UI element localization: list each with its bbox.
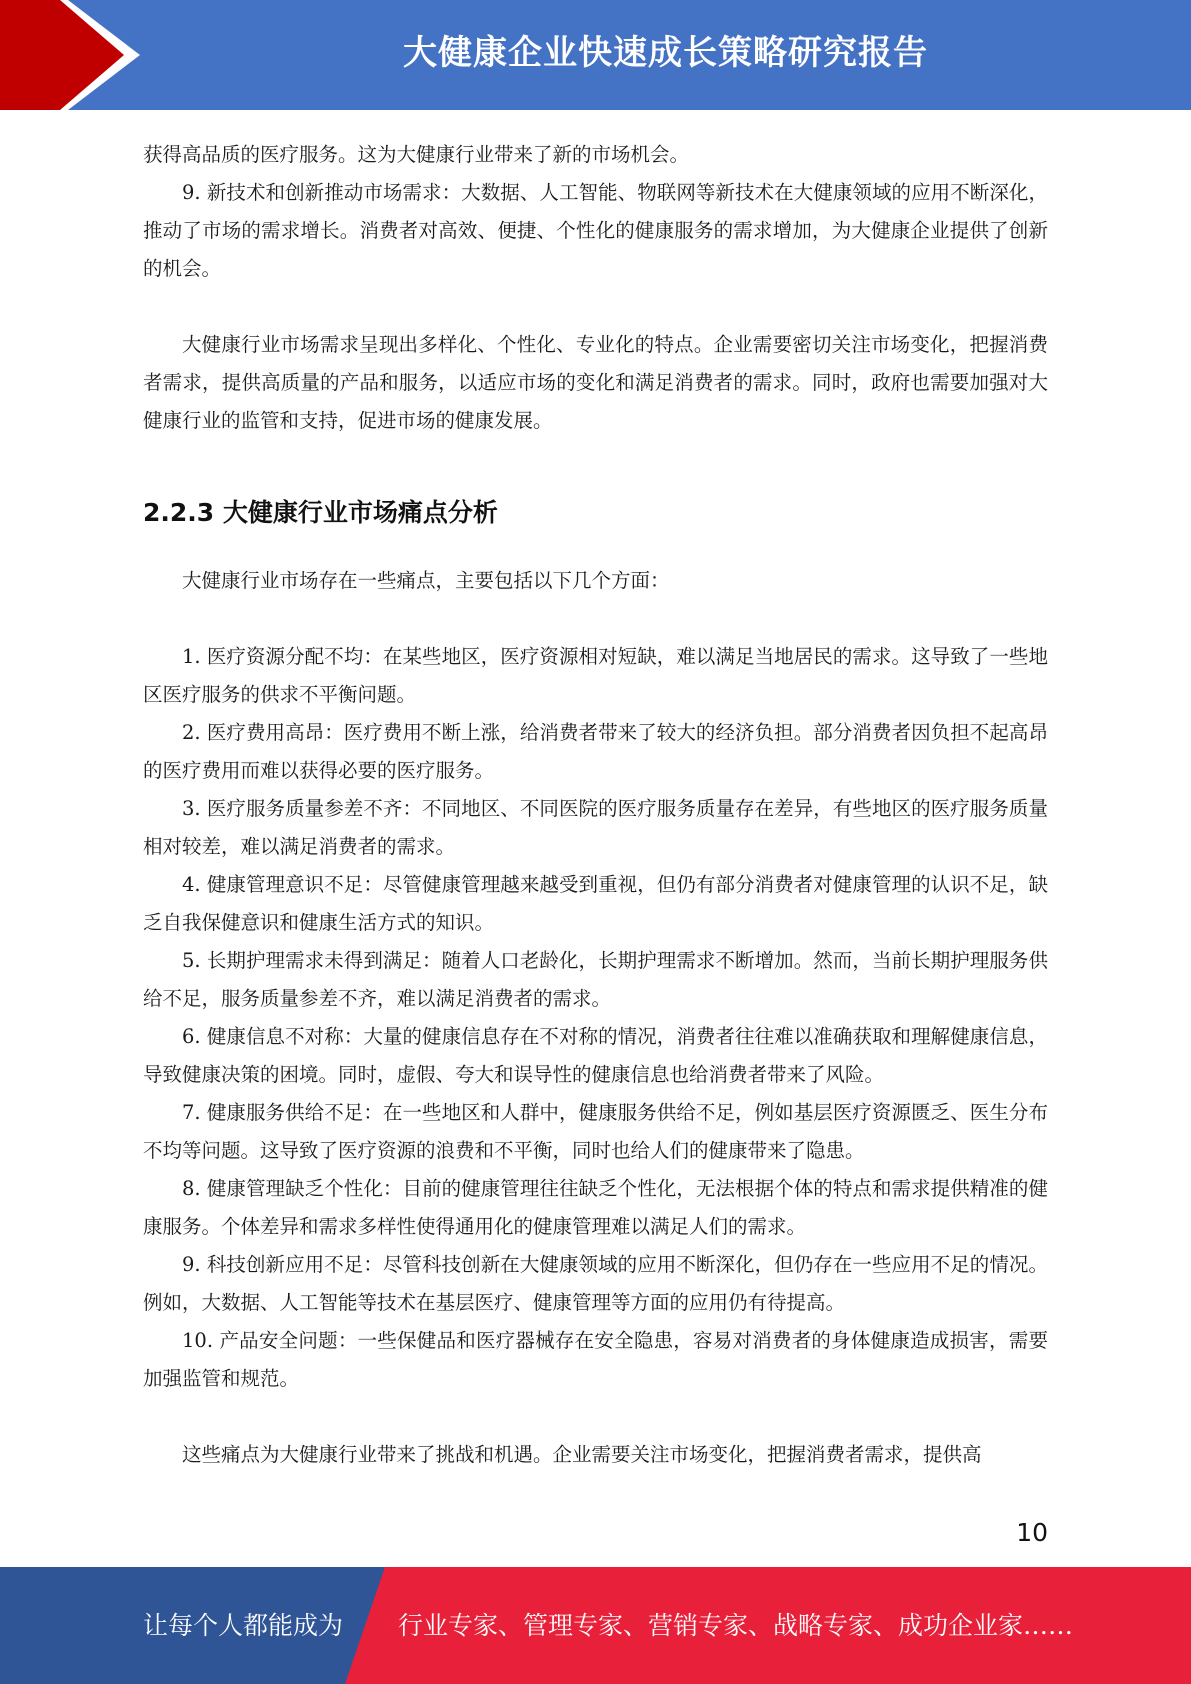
closing-paragraph: 这些痛点为大健康行业带来了挑战和机遇。企业需要关注市场变化，把握消费者需求，提供高 bbox=[182, 1443, 982, 1466]
list-item: 10. 产品安全问题：一些保健品和医疗器械存在安全隐患，容易对消费者的身体健康造成损害，需要加强监管和规范。 bbox=[143, 1329, 1048, 1390]
list-item: 3. 医疗服务质量参差不齐：不同地区、不同医院的医疗服务质量存在差异，有些地区的医疗服务质量相对较差，难以满足消费者的需求。 bbox=[143, 797, 1048, 858]
header-arrow-decoration bbox=[0, 0, 160, 110]
summary-paragraph: 大健康行业市场需求呈现出多样化、个性化、专业化的特点。企业需要密切关注市场变化，把握消费者需求，提供高质量的产品和服务，以适应市场的变化和满足消费者的需求。同时，政府也需要加强对大健康行业的监管和支持，促进市场的健康发展。 bbox=[143, 333, 1048, 432]
footer-slogan-left: 让每个人都能成为 bbox=[143, 1611, 344, 1640]
section-heading: 2.2.3 大健康行业市场痛点分析 bbox=[143, 498, 498, 527]
footer-slogan-right: 行业专家、管理专家、营销专家、战略专家、成功企业家…… bbox=[398, 1611, 1074, 1640]
list-item: 1. 医疗资源分配不均：在某些地区，医疗资源相对短缺，难以满足当地居民的需求。这导致了一些地区医疗服务的供求不平衡问题。 bbox=[143, 645, 1048, 706]
list-item: 6. 健康信息不对称：大量的健康信息存在不对称的情况，消费者往往难以准确获取和理解健康信息，导致健康决策的困境。同时，虚假、夸大和误导性的健康信息也给消费者带来了风险。 bbox=[143, 1025, 1048, 1086]
list-item: 9. 新技术和创新推动市场需求：大数据、人工智能、物联网等新技术在大健康领域的应用不断深化，推动了市场的需求增长。消费者对高效、便捷、个性化的健康服务的需求增加，为大健康企业提供了创新的机会。 bbox=[143, 181, 1048, 280]
page-number: 10 bbox=[1016, 1518, 1048, 1547]
list-item: 7. 健康服务供给不足：在一些地区和人群中，健康服务供给不足，例如基层医疗资源匮乏、医生分布不均等问题。这导致了医疗资源的浪费和不平衡，同时也给人们的健康带来了隐患。 bbox=[143, 1101, 1048, 1162]
intro-paragraph: 大健康行业市场存在一些痛点，主要包括以下几个方面： bbox=[182, 569, 670, 592]
page-footer bbox=[0, 1567, 1191, 1684]
list-item: 2. 医疗费用高昂：医疗费用不断上涨，给消费者带来了较大的经济负担。部分消费者因负担不起高昂的医疗费用而难以获得必要的医疗服务。 bbox=[143, 721, 1048, 782]
list-item: 4. 健康管理意识不足：尽管健康管理越来越受到重视，但仍有部分消费者对健康管理的认识不足，缺乏自我保健意识和健康生活方式的知识。 bbox=[143, 873, 1048, 934]
report-title: 大健康企业快速成长策略研究报告 bbox=[403, 33, 928, 73]
page-header bbox=[0, 0, 1191, 110]
list-item: 8. 健康管理缺乏个性化：目前的健康管理往往缺乏个性化，无法根据个体的特点和需求提供精准的健康服务。个体差异和需求多样性使得通用化的健康管理难以满足人们的需求。 bbox=[143, 1177, 1048, 1238]
page-body bbox=[143, 136, 1048, 1474]
paragraph-continued: 获得高品质的医疗服务。这为大健康行业带来了新的市场机会。 bbox=[143, 143, 690, 166]
list-item: 9. 科技创新应用不足：尽管科技创新在大健康领域的应用不断深化，但仍存在一些应用不足的情况。例如，大数据、人工智能等技术在基层医疗、健康管理等方面的应用仍有待提高。 bbox=[143, 1253, 1048, 1314]
list-item: 5. 长期护理需求未得到满足：随着人口老龄化，长期护理需求不断增加。然而，当前长期护理服务供给不足，服务质量参差不齐，难以满足消费者的需求。 bbox=[143, 949, 1048, 1010]
